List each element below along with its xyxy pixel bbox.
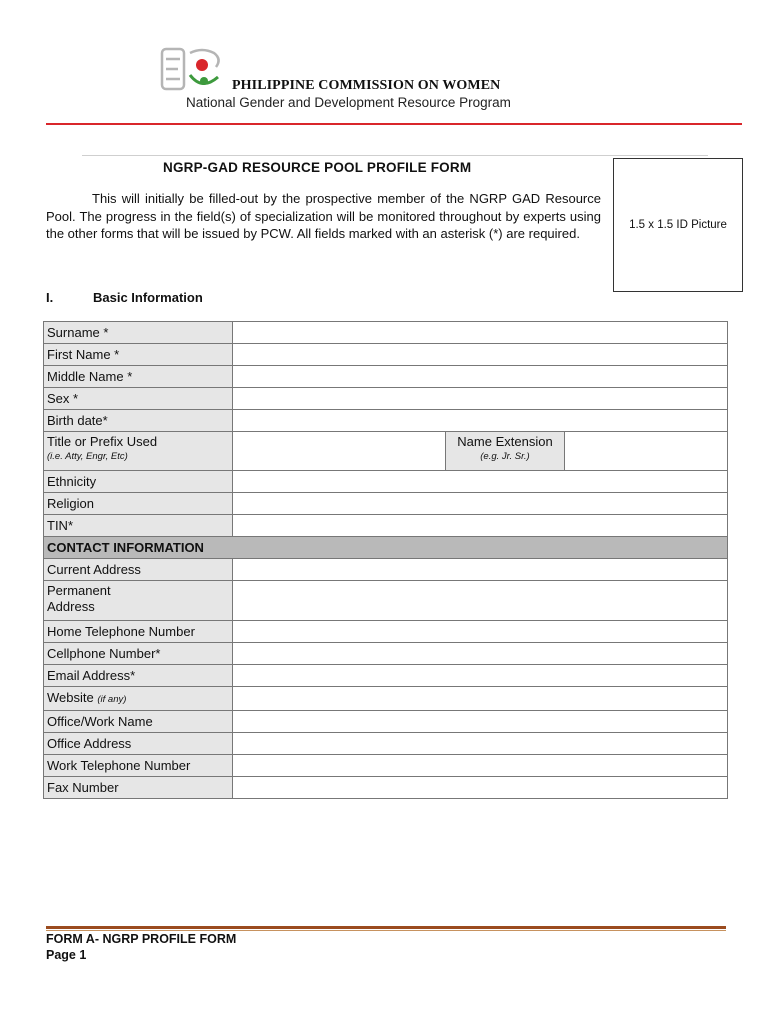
middle-name-label: Middle Name * <box>44 366 233 388</box>
birth-date-label: Birth date* <box>44 410 233 432</box>
title-prefix-hint: (i.e. Atty, Engr, Etc) <box>47 451 128 462</box>
first-name-field[interactable] <box>233 344 728 366</box>
contact-information-heading: CONTACT INFORMATION <box>44 537 728 559</box>
name-extension-text: Name Extension <box>457 434 553 449</box>
section-title: Basic Information <box>93 290 203 305</box>
work-phone-label: Work Telephone Number <box>44 755 233 777</box>
table-row <box>44 537 728 559</box>
table-row <box>44 755 728 777</box>
table-row <box>44 432 728 471</box>
work-phone-field[interactable] <box>233 755 728 777</box>
tin-field[interactable] <box>233 515 728 537</box>
pcw-logo-icon <box>160 45 230 95</box>
tin-label: TIN* <box>44 515 233 537</box>
office-name-label: Office/Work Name <box>44 711 233 733</box>
title-divider <box>82 155 708 156</box>
birth-date-field[interactable] <box>233 410 728 432</box>
surname-label: Surname * <box>44 322 233 344</box>
id-picture-box[interactable] <box>613 158 743 292</box>
name-extension-hint: (e.g. Jr. Sr.) <box>480 451 530 462</box>
religion-label: Religion <box>44 493 233 515</box>
table-row <box>44 777 728 799</box>
home-phone-label: Home Telephone Number <box>44 621 233 643</box>
title-prefix-text: Title or Prefix Used <box>47 434 158 449</box>
religion-field[interactable] <box>233 493 728 515</box>
email-field[interactable] <box>233 665 728 687</box>
ethnicity-field[interactable] <box>233 471 728 493</box>
table-row <box>44 687 728 711</box>
table-row <box>44 410 728 432</box>
table-row <box>44 471 728 493</box>
home-phone-field[interactable] <box>233 621 728 643</box>
profile-form-table <box>43 321 728 799</box>
email-label: Email Address* <box>44 665 233 687</box>
first-name-label: First Name * <box>44 344 233 366</box>
title-prefix-label <box>44 432 233 471</box>
footer-form-label: FORM A- NGRP PROFILE FORM <box>46 932 237 946</box>
table-row <box>44 643 728 665</box>
header-divider <box>46 123 742 125</box>
middle-name-field[interactable] <box>233 366 728 388</box>
section-number: I. <box>46 290 54 305</box>
footer-page-number: Page 1 <box>46 948 87 962</box>
id-picture-label: 1.5 x 1.5 ID Picture <box>629 219 727 231</box>
permanent-address-line2: Address <box>47 599 95 614</box>
table-row <box>44 344 728 366</box>
fax-field[interactable] <box>233 777 728 799</box>
sex-label: Sex * <box>44 388 233 410</box>
org-subtitle: National Gender and Development Resource Program <box>186 95 511 110</box>
form-intro: This will initially be filled-out by the prospective member of the NGRP GAD Resource Pool. The progress in the field(s) of specialization will be monitored throughout by experts using the other forms that will be issued by PCW. All fields marked with an asterisk (*) are required. <box>46 191 601 242</box>
table-row <box>44 581 728 621</box>
office-name-field[interactable] <box>233 711 728 733</box>
table-row <box>44 493 728 515</box>
table-row <box>44 515 728 537</box>
surname-field[interactable] <box>233 322 728 344</box>
office-address-label: Office Address <box>44 733 233 755</box>
current-address-field[interactable] <box>233 559 728 581</box>
permanent-address-field[interactable] <box>233 581 728 621</box>
permanent-address-line1: Permanent <box>47 583 111 598</box>
website-hint: (if any) <box>97 694 127 705</box>
section-basic-information <box>46 290 203 305</box>
table-row <box>44 366 728 388</box>
name-extension-field[interactable] <box>565 432 728 471</box>
table-row <box>44 322 728 344</box>
office-address-field[interactable] <box>233 733 728 755</box>
website-label <box>44 687 233 711</box>
cellphone-label: Cellphone Number* <box>44 643 233 665</box>
table-row <box>44 711 728 733</box>
table-row <box>44 733 728 755</box>
form-title: NGRP-GAD RESOURCE POOL PROFILE FORM <box>163 160 472 175</box>
cellphone-field[interactable] <box>233 643 728 665</box>
website-field[interactable] <box>233 687 728 711</box>
footer-divider-thin <box>46 930 726 931</box>
table-row <box>44 388 728 410</box>
table-row <box>44 559 728 581</box>
website-text: Website <box>47 690 94 705</box>
footer-divider <box>46 926 726 929</box>
fax-label: Fax Number <box>44 777 233 799</box>
org-name: PHILIPPINE COMMISSION ON WOMEN <box>232 78 501 93</box>
ethnicity-label: Ethnicity <box>44 471 233 493</box>
current-address-label: Current Address <box>44 559 233 581</box>
name-extension-label <box>446 432 565 471</box>
permanent-address-label <box>44 581 233 621</box>
table-row <box>44 665 728 687</box>
table-row <box>44 621 728 643</box>
title-prefix-field[interactable] <box>233 432 446 471</box>
sex-field[interactable] <box>233 388 728 410</box>
